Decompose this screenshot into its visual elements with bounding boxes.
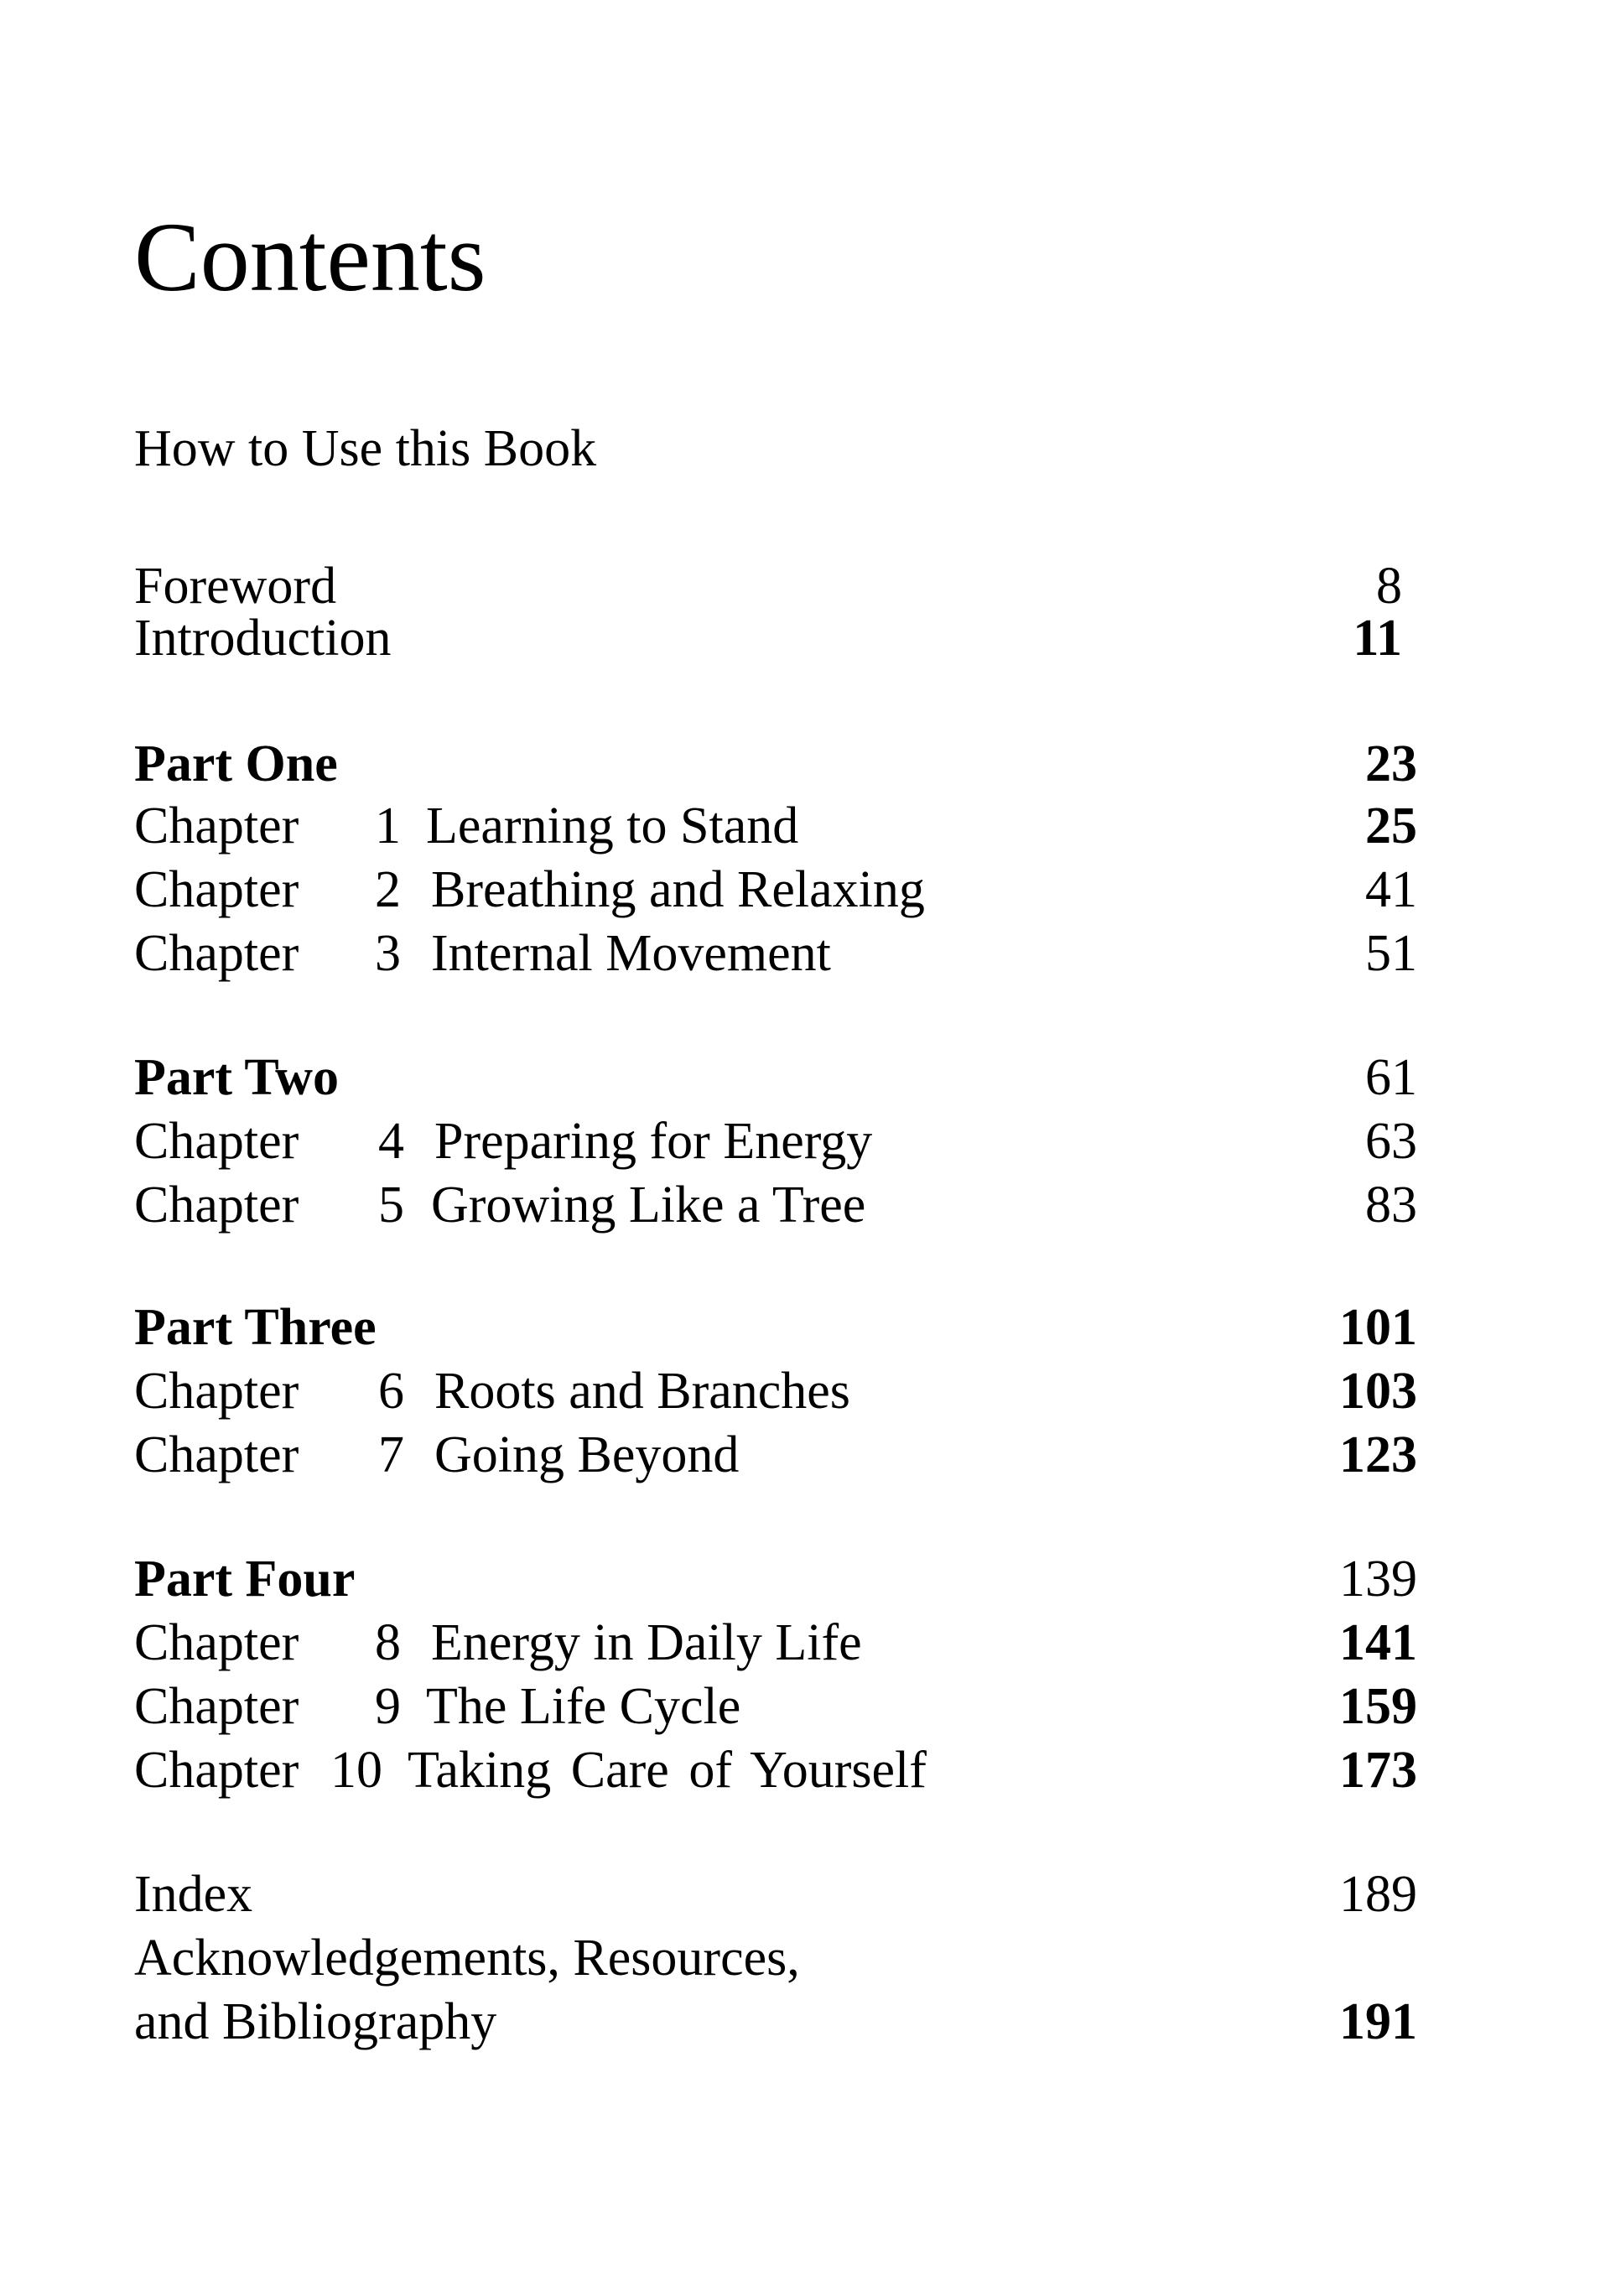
toc-chapter-2[interactable] xyxy=(134,860,1417,919)
toc-entry-acknowledgements-line1[interactable] xyxy=(134,1929,1417,1987)
page-number: 173 xyxy=(1339,1742,1417,1799)
page-number: 63 xyxy=(1365,1113,1417,1170)
chapter-title: Energy in Daily Life xyxy=(431,1614,862,1671)
page-number: 83 xyxy=(1365,1177,1417,1234)
chapter-title: Going Beyond xyxy=(434,1426,740,1483)
entry-label: Introduction xyxy=(134,610,392,667)
part-label: Part Four xyxy=(134,1551,356,1608)
chapter-word: Chapter xyxy=(134,1113,299,1170)
chapter-title: Taking Care of Yourself xyxy=(408,1742,927,1799)
page-number: 51 xyxy=(1365,925,1417,982)
toc-part-two[interactable] xyxy=(134,1048,1417,1107)
chapter-number: 9 xyxy=(375,1678,401,1735)
toc-chapter-5[interactable] xyxy=(134,1176,1417,1234)
toc-entry-how-to-use[interactable] xyxy=(134,419,1417,478)
toc-chapter-7[interactable] xyxy=(134,1426,1417,1484)
toc-chapter-1[interactable] xyxy=(134,797,1417,855)
chapter-title: Roots and Branches xyxy=(434,1363,850,1420)
entry-label: Acknowledgements, Resources, xyxy=(134,1930,800,1987)
part-label: Part Three xyxy=(134,1299,377,1356)
chapter-number: 5 xyxy=(378,1177,404,1234)
toc-part-three[interactable] xyxy=(134,1298,1417,1357)
page-number: 189 xyxy=(1339,1866,1417,1923)
toc-entry-index[interactable] xyxy=(134,1865,1417,1924)
chapter-title: Preparing for Energy xyxy=(434,1113,873,1170)
chapter-number: 4 xyxy=(378,1113,404,1170)
chapter-number: 2 xyxy=(375,861,401,918)
chapter-number: 10 xyxy=(330,1742,382,1799)
chapter-word: Chapter xyxy=(134,861,299,918)
entry-label: How to Use this Book xyxy=(134,420,597,477)
page-number: 61 xyxy=(1365,1049,1417,1106)
chapter-number: 6 xyxy=(378,1363,404,1420)
chapter-title: The Life Cycle xyxy=(426,1678,741,1735)
chapter-number: 7 xyxy=(378,1426,404,1483)
chapter-title: Breathing and Relaxing xyxy=(431,861,925,918)
toc-chapter-9[interactable] xyxy=(134,1677,1417,1736)
page-number: 41 xyxy=(1365,861,1417,918)
chapter-title: Internal Movement xyxy=(431,925,831,982)
toc-part-four[interactable] xyxy=(134,1550,1417,1608)
page-number: 139 xyxy=(1339,1551,1417,1608)
page-number: 123 xyxy=(1339,1426,1417,1483)
chapter-number: 8 xyxy=(375,1614,401,1671)
page-number: 191 xyxy=(1339,1993,1417,2050)
chapter-number: 3 xyxy=(375,925,401,982)
toc-part-one[interactable] xyxy=(134,735,1417,793)
chapter-word: Chapter xyxy=(134,1363,299,1420)
toc-chapter-10[interactable] xyxy=(134,1741,1417,1800)
page-number: 25 xyxy=(1365,797,1417,855)
chapter-word: Chapter xyxy=(134,1614,299,1671)
toc-entry-foreword[interactable] xyxy=(134,557,1417,616)
chapter-word: Chapter xyxy=(134,797,299,855)
entry-label: and Bibliography xyxy=(134,1993,497,2050)
page-number: 159 xyxy=(1339,1678,1417,1735)
page-number: 23 xyxy=(1365,735,1417,792)
entry-label: Index xyxy=(134,1866,253,1923)
chapter-word: Chapter xyxy=(134,1426,299,1483)
chapter-word: Chapter xyxy=(134,925,299,982)
page-number: 101 xyxy=(1339,1299,1417,1356)
toc-chapter-6[interactable] xyxy=(134,1362,1417,1421)
page-number: 103 xyxy=(1339,1363,1417,1420)
toc-chapter-8[interactable] xyxy=(134,1613,1417,1672)
page-number: 11 xyxy=(1353,610,1402,667)
chapter-number: 1 xyxy=(375,797,401,855)
toc-chapter-3[interactable] xyxy=(134,924,1417,983)
part-label: Part One xyxy=(134,735,338,792)
page-title: Contents xyxy=(134,202,486,312)
toc-entry-introduction[interactable] xyxy=(134,609,1417,668)
chapter-word: Chapter xyxy=(134,1742,299,1799)
toc-entry-acknowledgements-line2[interactable] xyxy=(134,1992,1417,2051)
chapter-title: Learning to Stand xyxy=(426,797,799,855)
part-label: Part Two xyxy=(134,1049,339,1106)
chapter-word: Chapter xyxy=(134,1678,299,1735)
chapter-word: Chapter xyxy=(134,1177,299,1234)
toc-chapter-4[interactable] xyxy=(134,1112,1417,1171)
chapter-title: Growing Like a Tree xyxy=(431,1177,866,1234)
page-number: 8 xyxy=(1376,558,1402,615)
entry-label: Foreword xyxy=(134,558,337,615)
page-number: 141 xyxy=(1339,1614,1417,1671)
